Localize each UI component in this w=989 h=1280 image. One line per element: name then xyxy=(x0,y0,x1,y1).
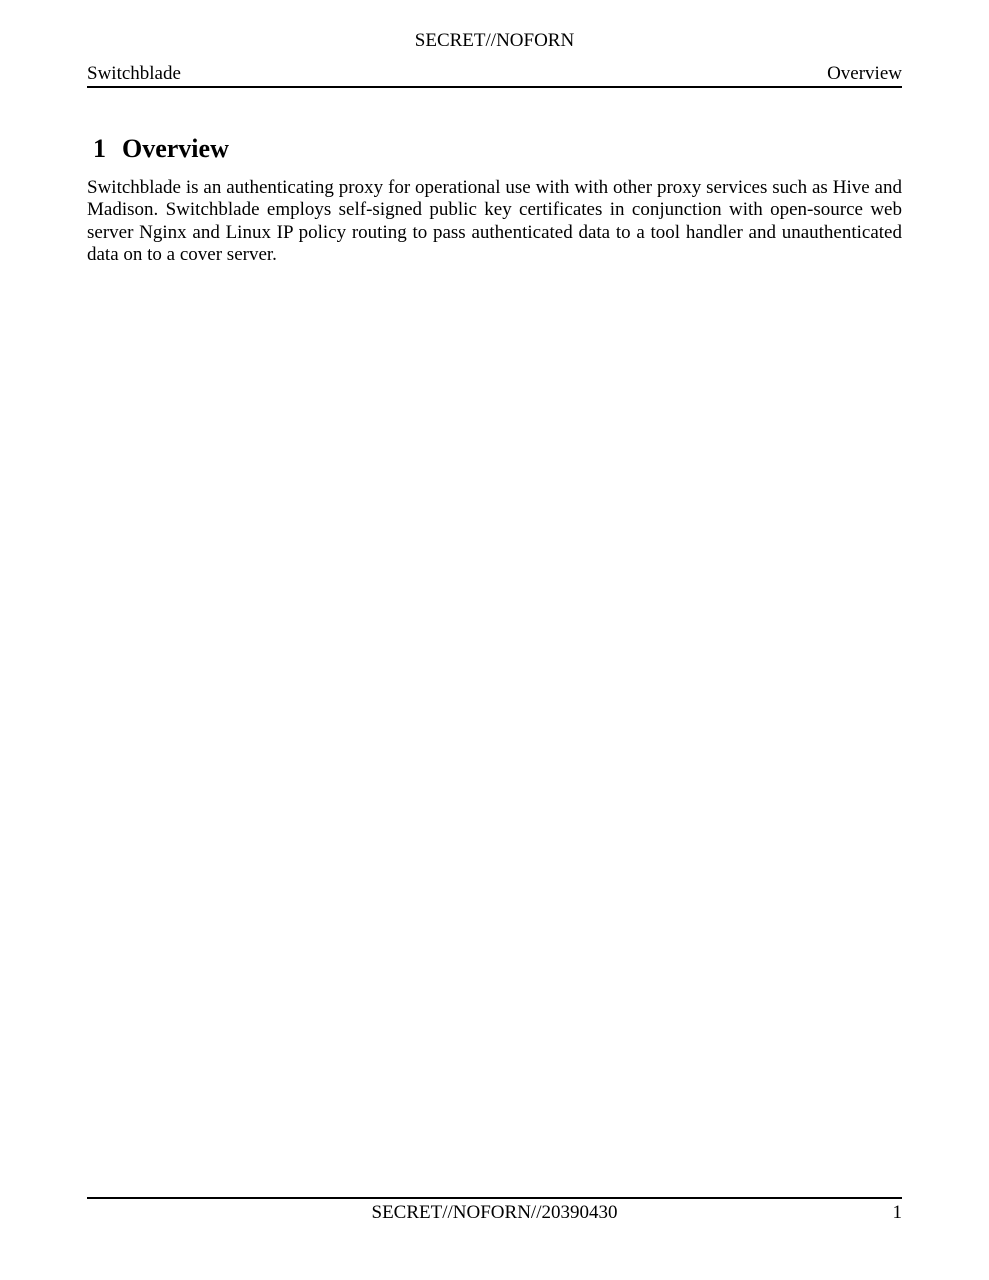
section-heading xyxy=(93,133,229,165)
section-title: Overview xyxy=(122,134,229,163)
header-section-title: Overview xyxy=(827,63,902,84)
section-number: 1 xyxy=(93,134,106,163)
classification-banner-top: SECRET//NOFORN xyxy=(414,30,575,51)
running-footer xyxy=(87,1197,902,1227)
running-header xyxy=(87,63,902,88)
overview-paragraph: Switchblade is an authenticating proxy for operational use with with other proxy services such as Hive and Madison. Switchblade employs self-signed public key certificates in conjunction with open-source web server Nginx and Linux IP policy routing to pass authenticated data to a tool handler and unauthenticated data on to a cover server. xyxy=(87,177,902,266)
page-number: 1 xyxy=(892,1202,902,1223)
classification-banner-bottom: SECRET//NOFORN//20390430 xyxy=(371,1202,618,1223)
header-document-title: Switchblade xyxy=(87,63,181,84)
